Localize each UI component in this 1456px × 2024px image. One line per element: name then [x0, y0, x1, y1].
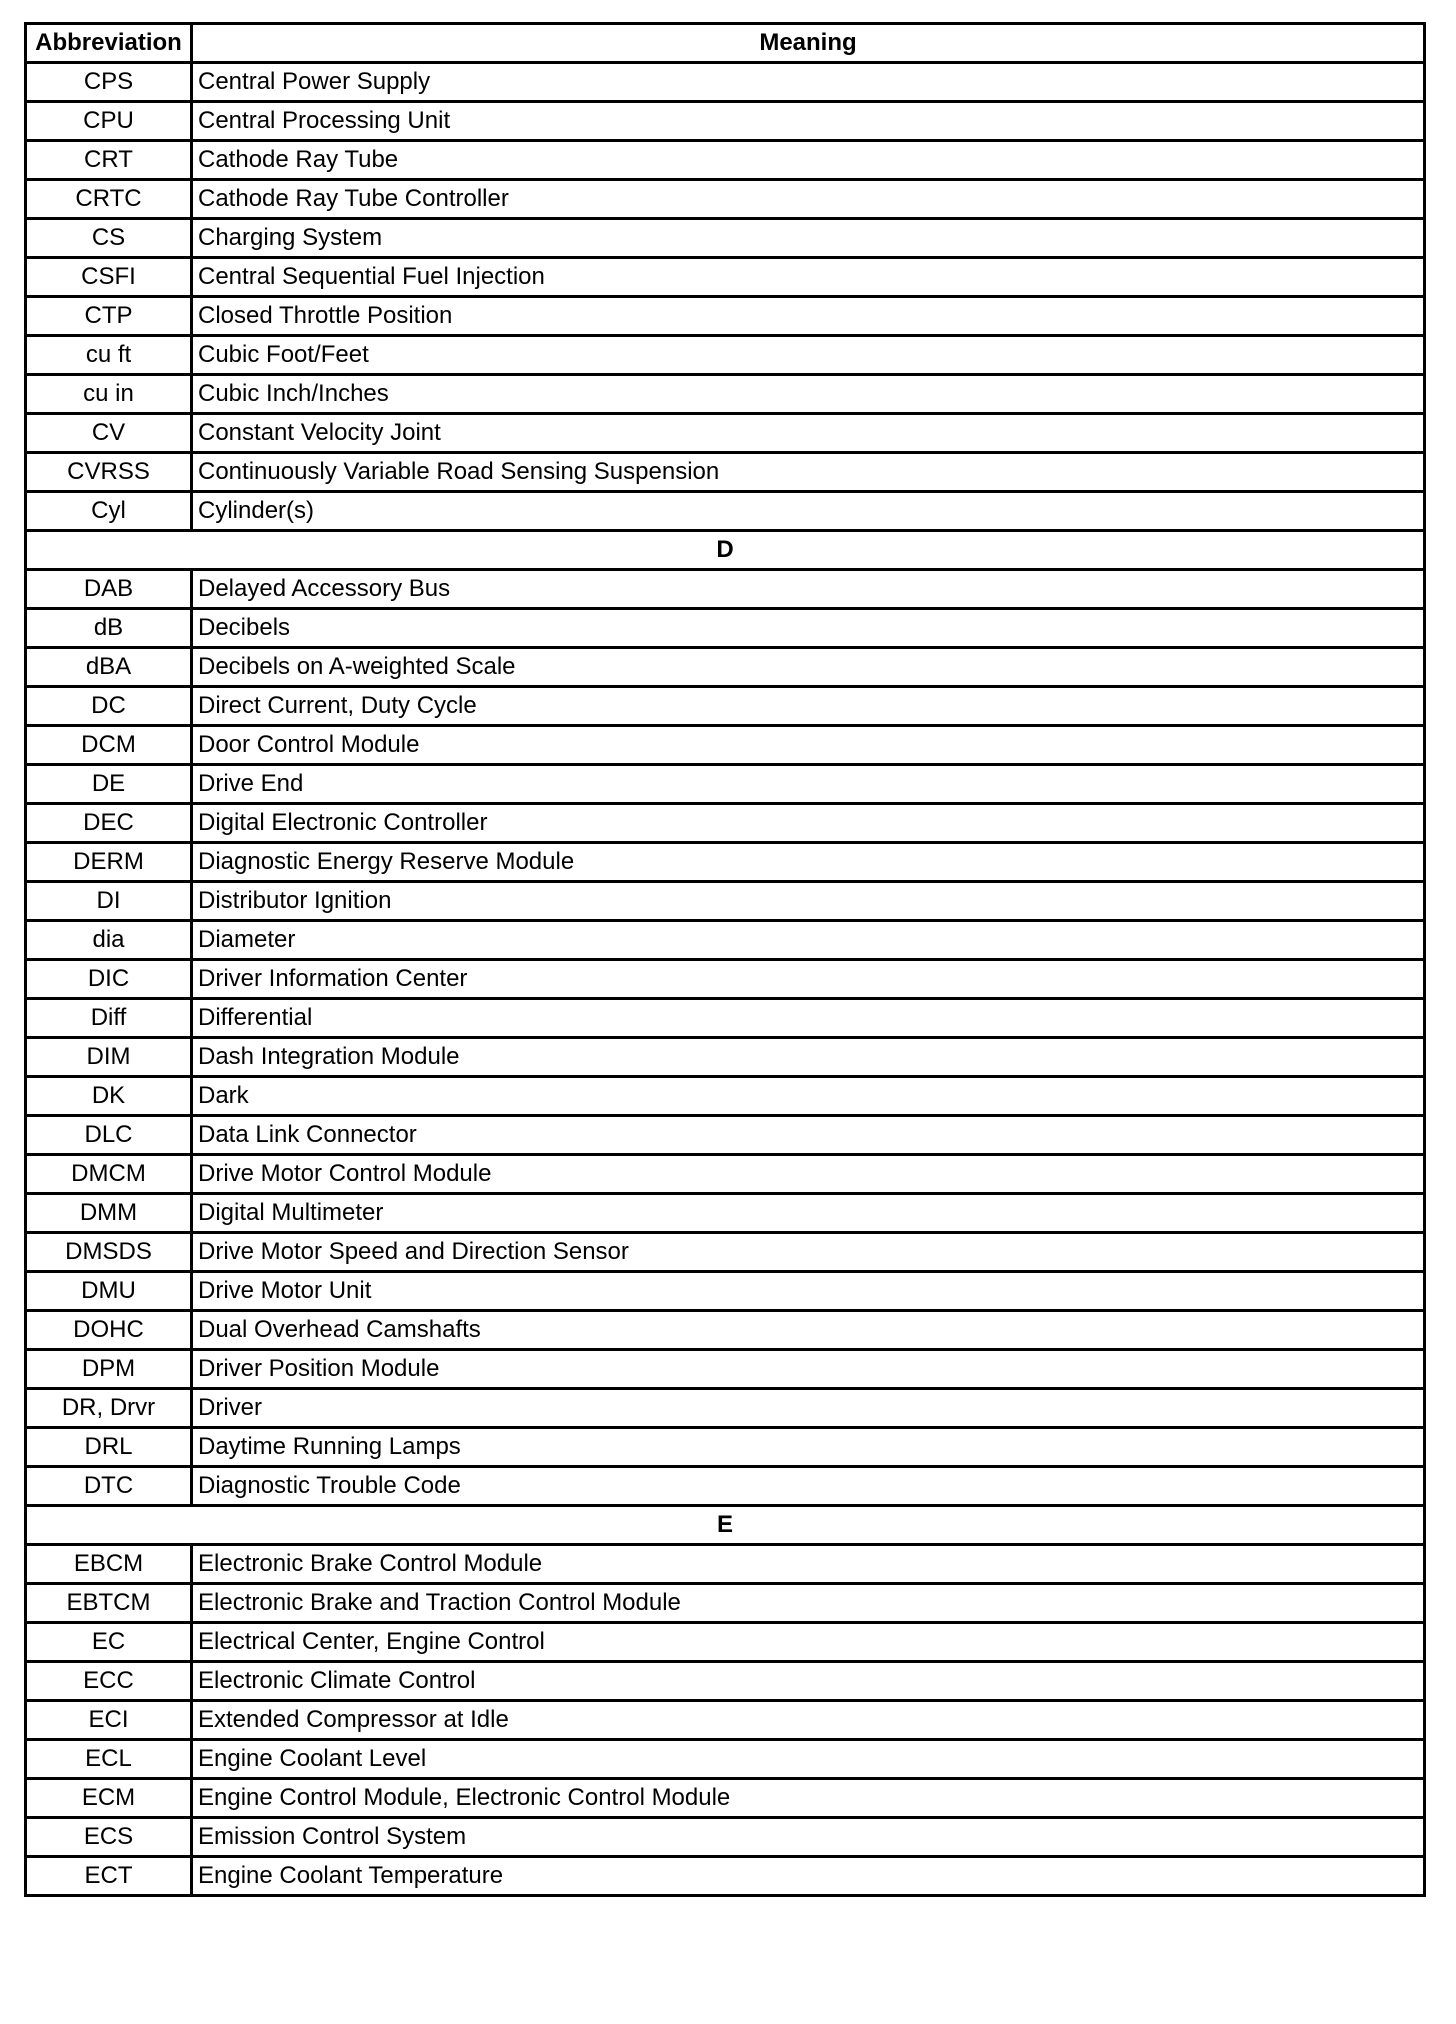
meaning-cell: Differential [192, 999, 1425, 1038]
table-row [26, 1740, 1425, 1779]
table-row [26, 999, 1425, 1038]
meaning-cell: Driver Position Module [192, 1350, 1425, 1389]
table-row [26, 1545, 1425, 1584]
abbreviation-table [24, 22, 1426, 1897]
abbreviation-cell: CPU [26, 102, 192, 141]
table-row [26, 1428, 1425, 1467]
table-row [26, 297, 1425, 336]
table-row [26, 414, 1425, 453]
abbreviation-cell: DRL [26, 1428, 192, 1467]
abbreviation-cell: cu ft [26, 336, 192, 375]
table-row [26, 336, 1425, 375]
abbreviation-cell: dB [26, 609, 192, 648]
table-row [26, 180, 1425, 219]
abbreviation-cell: DCM [26, 726, 192, 765]
abbreviation-cell: DEC [26, 804, 192, 843]
abbreviation-cell: Cyl [26, 492, 192, 531]
abbreviation-cell: DERM [26, 843, 192, 882]
abbreviation-cell: CS [26, 219, 192, 258]
table-row [26, 648, 1425, 687]
table-row [26, 687, 1425, 726]
meaning-cell: Diagnostic Trouble Code [192, 1467, 1425, 1506]
abbreviation-cell: CPS [26, 63, 192, 102]
table-row [26, 1584, 1425, 1623]
table-row [26, 765, 1425, 804]
table-body [26, 63, 1425, 1896]
table-row [26, 102, 1425, 141]
table-row [26, 1467, 1425, 1506]
meaning-cell: Drive End [192, 765, 1425, 804]
table-row [26, 1194, 1425, 1233]
abbreviation-cell: cu in [26, 375, 192, 414]
abbreviation-cell: EC [26, 1623, 192, 1662]
meaning-cell: Central Sequential Fuel Injection [192, 258, 1425, 297]
meaning-cell: Data Link Connector [192, 1116, 1425, 1155]
table-row [26, 843, 1425, 882]
table-row [26, 1701, 1425, 1740]
meaning-cell: Daytime Running Lamps [192, 1428, 1425, 1467]
meaning-cell: Drive Motor Control Module [192, 1155, 1425, 1194]
table-row [26, 804, 1425, 843]
section-letter: E [26, 1506, 1425, 1545]
table-row [26, 1662, 1425, 1701]
meaning-cell: Electronic Brake and Traction Control Module [192, 1584, 1425, 1623]
meaning-cell: Cubic Foot/Feet [192, 336, 1425, 375]
abbreviation-cell: EBCM [26, 1545, 192, 1584]
meaning-cell: Engine Coolant Level [192, 1740, 1425, 1779]
table-row [26, 960, 1425, 999]
table-row [26, 141, 1425, 180]
meaning-cell: Extended Compressor at Idle [192, 1701, 1425, 1740]
abbreviation-cell: ECC [26, 1662, 192, 1701]
meaning-cell: Closed Throttle Position [192, 297, 1425, 336]
meaning-cell: Diameter [192, 921, 1425, 960]
meaning-cell: Dash Integration Module [192, 1038, 1425, 1077]
table-row [26, 1272, 1425, 1311]
abbreviation-cell: DAB [26, 570, 192, 609]
meaning-cell: Dual Overhead Camshafts [192, 1311, 1425, 1350]
table-row [26, 1155, 1425, 1194]
meaning-cell: Distributor Ignition [192, 882, 1425, 921]
table-row [26, 492, 1425, 531]
meaning-cell: Central Power Supply [192, 63, 1425, 102]
table-row [26, 375, 1425, 414]
abbreviation-cell: ECM [26, 1779, 192, 1818]
meaning-cell: Cubic Inch/Inches [192, 375, 1425, 414]
meaning-cell: Driver Information Center [192, 960, 1425, 999]
table-row [26, 1350, 1425, 1389]
table-row [26, 258, 1425, 297]
abbreviation-cell: CTP [26, 297, 192, 336]
table-row [26, 1038, 1425, 1077]
abbreviation-cell: DMCM [26, 1155, 192, 1194]
meaning-cell: Central Processing Unit [192, 102, 1425, 141]
table-row [26, 609, 1425, 648]
section-header-row [26, 531, 1425, 570]
meaning-cell: Driver [192, 1389, 1425, 1428]
table-row [26, 219, 1425, 258]
abbreviation-cell: dia [26, 921, 192, 960]
abbreviation-cell: CVRSS [26, 453, 192, 492]
table-row [26, 1857, 1425, 1896]
table-row [26, 1077, 1425, 1116]
section-header-row [26, 1506, 1425, 1545]
abbreviation-cell: DR, Drvr [26, 1389, 192, 1428]
meaning-cell: Charging System [192, 219, 1425, 258]
meaning-cell: Cylinder(s) [192, 492, 1425, 531]
table-row [26, 1116, 1425, 1155]
meaning-cell: Emission Control System [192, 1818, 1425, 1857]
meaning-cell: Door Control Module [192, 726, 1425, 765]
table-row [26, 1311, 1425, 1350]
abbreviation-cell: DE [26, 765, 192, 804]
table-row [26, 63, 1425, 102]
meaning-cell: Constant Velocity Joint [192, 414, 1425, 453]
abbreviation-cell: DIC [26, 960, 192, 999]
table-row [26, 1818, 1425, 1857]
meaning-cell: Electrical Center, Engine Control [192, 1623, 1425, 1662]
abbreviation-cell: DK [26, 1077, 192, 1116]
meaning-cell: Cathode Ray Tube Controller [192, 180, 1425, 219]
table-row [26, 726, 1425, 765]
meaning-cell: Direct Current, Duty Cycle [192, 687, 1425, 726]
meaning-cell: Electronic Brake Control Module [192, 1545, 1425, 1584]
meaning-cell: Delayed Accessory Bus [192, 570, 1425, 609]
meaning-cell: Dark [192, 1077, 1425, 1116]
abbreviation-column-header: Abbreviation [26, 24, 192, 63]
abbreviation-cell: ECI [26, 1701, 192, 1740]
table-header-row [26, 24, 1425, 63]
meaning-cell: Engine Coolant Temperature [192, 1857, 1425, 1896]
section-letter: D [26, 531, 1425, 570]
table-row [26, 921, 1425, 960]
meaning-cell: Digital Electronic Controller [192, 804, 1425, 843]
abbreviation-cell: dBA [26, 648, 192, 687]
abbreviation-cell: DIM [26, 1038, 192, 1077]
abbreviation-cell: ECS [26, 1818, 192, 1857]
meaning-column-header: Meaning [192, 24, 1425, 63]
table-row [26, 1623, 1425, 1662]
abbreviation-cell: DI [26, 882, 192, 921]
abbreviation-cell: DMSDS [26, 1233, 192, 1272]
table-row [26, 453, 1425, 492]
meaning-cell: Diagnostic Energy Reserve Module [192, 843, 1425, 882]
abbreviation-cell: CSFI [26, 258, 192, 297]
meaning-cell: Engine Control Module, Electronic Control Module [192, 1779, 1425, 1818]
meaning-cell: Electronic Climate Control [192, 1662, 1425, 1701]
meaning-cell: Decibels [192, 609, 1425, 648]
abbreviation-cell: DMM [26, 1194, 192, 1233]
table-row [26, 882, 1425, 921]
table-row [26, 1389, 1425, 1428]
abbreviation-cell: DC [26, 687, 192, 726]
abbreviation-cell: CRTC [26, 180, 192, 219]
abbreviation-cell: DTC [26, 1467, 192, 1506]
meaning-cell: Cathode Ray Tube [192, 141, 1425, 180]
table-row [26, 1233, 1425, 1272]
abbreviation-cell: DOHC [26, 1311, 192, 1350]
abbreviation-cell: CRT [26, 141, 192, 180]
abbreviation-cell: Diff [26, 999, 192, 1038]
meaning-cell: Drive Motor Speed and Direction Sensor [192, 1233, 1425, 1272]
meaning-cell: Decibels on A-weighted Scale [192, 648, 1425, 687]
abbreviation-cell: DLC [26, 1116, 192, 1155]
table-row [26, 1779, 1425, 1818]
abbreviation-cell: ECL [26, 1740, 192, 1779]
abbreviation-cell: DMU [26, 1272, 192, 1311]
meaning-cell: Digital Multimeter [192, 1194, 1425, 1233]
meaning-cell: Drive Motor Unit [192, 1272, 1425, 1311]
abbreviation-cell: DPM [26, 1350, 192, 1389]
abbreviation-cell: ECT [26, 1857, 192, 1896]
meaning-cell: Continuously Variable Road Sensing Suspension [192, 453, 1425, 492]
abbreviation-cell: EBTCM [26, 1584, 192, 1623]
table-row [26, 570, 1425, 609]
abbreviation-cell: CV [26, 414, 192, 453]
